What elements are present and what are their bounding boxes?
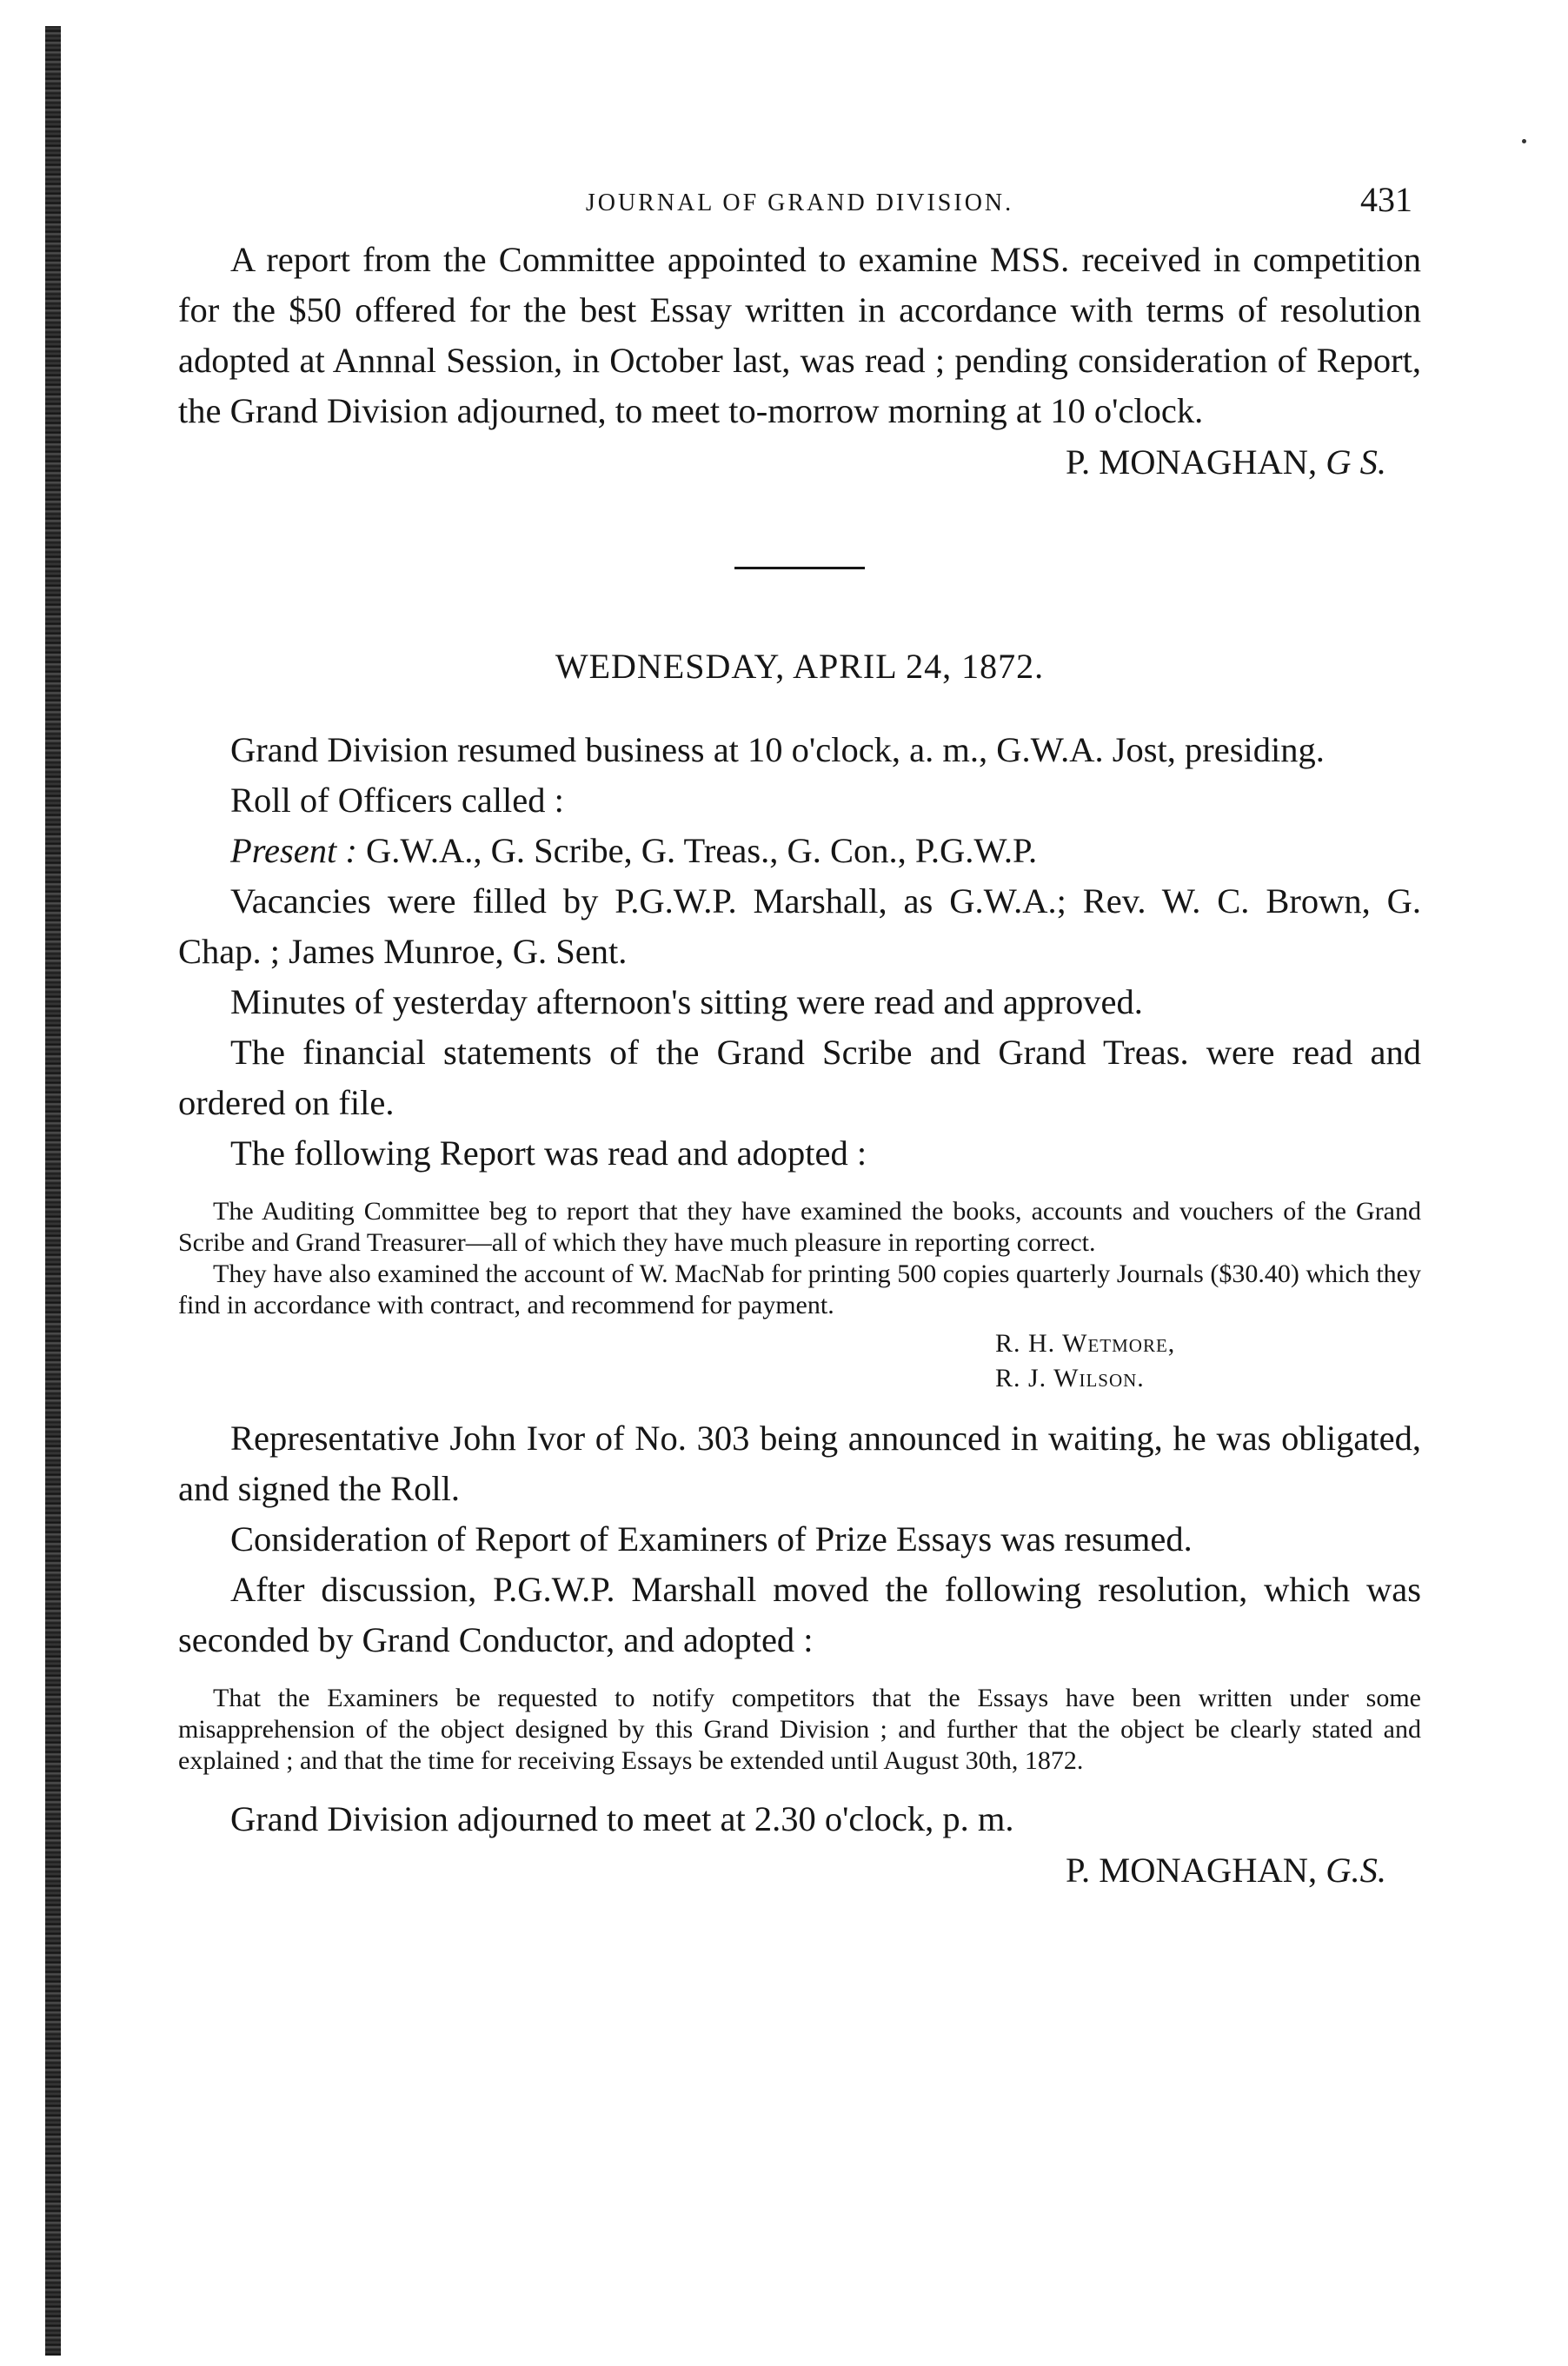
section-adjourn — [178, 1794, 1421, 1844]
signer-wetmore: R. H. Wetmore, — [995, 1329, 1176, 1358]
section-divider — [734, 567, 865, 569]
paragraph-present — [178, 826, 1421, 876]
paragraph-consideration: Consideration of Report of Examiners of Prize Essays was resumed. — [230, 1519, 1193, 1559]
paragraph-financial: The financial statements of the Grand Scribe and Grand Treas. were read and ordered on file. — [178, 1033, 1421, 1122]
running-title: JOURNAL OF GRAND DIVISION. — [585, 189, 1014, 216]
auditing-report — [178, 1196, 1421, 1396]
page-number: 431 — [1360, 180, 1412, 219]
running-header — [178, 174, 1421, 235]
paragraph-following-report: The following Report was read and adopted : — [230, 1133, 867, 1173]
signature-name: P. MONAGHAN, — [1065, 442, 1318, 482]
paragraph-representative: Representative John Ivor of No. 303 being announced in waiting, he was obligated, and signed the Roll. — [178, 1419, 1421, 1508]
signature-name: P. MONAGHAN, — [1065, 1851, 1318, 1890]
signature-role: G.S. — [1325, 1851, 1386, 1890]
paragraph-vacancies: Vacancies were filled by P.G.W.P. Marshall, as G.W.A.; Rev. W. C. Brown, G. Chap. ; James Munroe, G. Sent. — [178, 881, 1421, 971]
resolution-block — [178, 1683, 1421, 1777]
section-wednesday — [178, 725, 1421, 1179]
resolution-text: That the Examiners be requested to notify competitors that the Essays have been written under some misapprehension of the object designed by this Grand Division ; and further that the object be clearly stated and explained ; and that the time for receiving Essays be extended until August 30th, 1872. — [178, 1684, 1421, 1775]
present-label: Present : — [230, 831, 357, 870]
auditing-report-para-1: The Auditing Committee beg to report that they have examined the books, accounts and vouchers of the Grand Scribe and Grand Treasurer—all of which they have much pleasure in reporting correct. — [178, 1197, 1421, 1257]
section-tuesday — [178, 235, 1421, 436]
paragraph-adjourned: Grand Division adjourned to meet at 2.30 o'clock, p. m. — [230, 1799, 1014, 1838]
signature-role: G S. — [1325, 442, 1386, 482]
scan-speck — [1522, 139, 1526, 143]
journal-page — [178, 174, 1421, 1897]
session-date-heading: WEDNESDAY, APRIL 24, 1872. — [555, 647, 1045, 686]
paragraph-discussion: After discussion, P.G.W.P. Marshall moved the following resolution, which was seconded by Grand Conductor, and adopted : — [178, 1570, 1421, 1659]
signer-wilson: R. J. Wilson. — [995, 1364, 1145, 1392]
committee-report-paragraph: A report from the Committee appointed to examine MSS. received in competition for the $50 offered for the best Essay written in accordance with terms of resolution adopted at Annnal Session, in October last, was read ; pending consideration of Report, the Grand Division adjourned, to meet to-morrow morning at 10 o'clock. — [178, 240, 1421, 430]
section-wednesday-cont — [178, 1413, 1421, 1665]
signature-2 — [178, 1844, 1421, 1897]
auditing-report-para-2: They have also examined the account of W. MacNab for printing 500 copies quarterly Journals ($30.40) which they find in accordance with contract, and recommend for payment. — [178, 1259, 1421, 1319]
paragraph-resumed: Grand Division resumed business at 10 o'clock, a. m., G.W.A. Jost, presiding. — [230, 730, 1325, 769]
present-list: G.W.A., G. Scribe, G. Treas., G. Con., P.G.W.P. — [365, 831, 1038, 870]
paragraph-roll: Roll of Officers called : — [230, 781, 564, 820]
book-spine-edge — [45, 26, 61, 2356]
paragraph-minutes: Minutes of yesterday afternoon's sitting were read and approved. — [230, 982, 1143, 1021]
signature-1 — [178, 436, 1421, 488]
auditing-signers — [995, 1326, 1421, 1396]
